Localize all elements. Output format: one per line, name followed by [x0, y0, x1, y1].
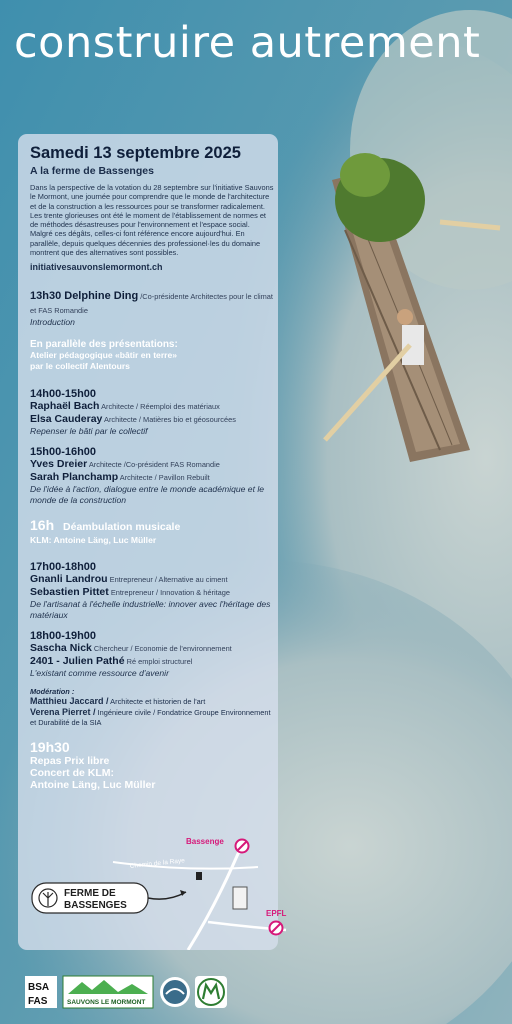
headline: construire autrement [14, 18, 481, 68]
sauvons-le-mormont-logo [63, 976, 153, 1008]
bsa-logo-text: BSA [28, 982, 50, 993]
map-epfl-label: EPFL [266, 909, 287, 918]
slot5-role1: Entrepreneur / Alternative au ciment [107, 575, 228, 585]
slot-1500 [30, 446, 274, 505]
slot3-time: 15h00-16h00 [30, 446, 97, 459]
slot5-time: 17h00-18h00 [30, 561, 97, 574]
slot2-speaker1: Raphaël Bach [30, 399, 100, 412]
slot-1330 [30, 290, 274, 327]
moderator1-role: Architecte et historien de l'art [108, 696, 206, 706]
parallel-line1: Atelier pédagogique «bâtir en terre» [30, 350, 178, 361]
m-logo-icon [195, 976, 227, 1008]
slot3-role1: Architecte /Co-président FAS Romandie [87, 460, 220, 470]
slot2-speaker2: Elsa Cauderay [30, 412, 103, 425]
bsa-fas-logo [25, 976, 57, 1008]
slot5-speaker1: Gnanli Landrou [30, 573, 108, 586]
slot6-role2: Ré emploi structurel [124, 657, 193, 667]
event-date: Samedi 13 septembre 2025 [30, 144, 241, 162]
farm-label-1: FERME DE [64, 888, 116, 899]
parallel-line2: par le collectif Alentours [30, 360, 130, 371]
slot-1800 [30, 630, 274, 679]
moderator2-role: Ingénieure civile / Fondatrice Groupe Environnement et Durabilité de la SIA [30, 707, 271, 728]
slot5-role2: Entrepreneur / Innovation & héritage [108, 588, 230, 598]
evening-line1: Repas Prix libre [30, 755, 110, 768]
location-map [18, 822, 288, 950]
slot3-speaker1: Yves Dreier [30, 458, 88, 471]
map-road-label: Chemin de la Raye [129, 857, 186, 870]
intro-text: Dans la perspective de la votation du 28 septembre sur l'initiative Sauvons le Mormont, une journée pour comprendre que le monde de l'architecture et de la construction a les ressources pour se transformer radicalement. Les trente glorieuses ont été le moment de l'établissement de normes et de méthodes désastreuses pour l'environnement et l'espace social. Malgré ces dégâts, celles-ci font référence encore aujourd'hui. En parallèle, depuis quelques décennies des professionel·les du domaine montrent que des alternatives sont possibles. [30, 183, 274, 257]
event-venue: A la ferme de Bassenges [30, 165, 154, 177]
slot-1600 [30, 517, 274, 545]
slot6-topic: L'existant comme ressource d'avenir [30, 668, 169, 679]
slot6-time: 18h00-19h00 [30, 629, 97, 642]
moderator1-name: Matthieu Jaccard / [30, 695, 109, 706]
slot6-speaker2: 2401 - Julien Pathé [30, 655, 125, 668]
slot1-topic: Introduction [30, 316, 75, 327]
evening-line2: Concert de KLM: [30, 767, 114, 780]
slot2-time: 14h00-15h00 [30, 387, 97, 400]
slot3-speaker2: Sarah Planchamp [30, 471, 119, 484]
slot5-speaker2: Sebastien Pittet [30, 586, 109, 599]
slot2-role2: Architecte / Matières bio et géosourcées [102, 414, 236, 424]
moderation-block [30, 687, 274, 728]
slot1-role: /Co-présidente Architectes pour le climat et FAS Romandie [30, 292, 273, 315]
slot2-role1: Architecte / Réemploi des matériaux [99, 401, 220, 411]
slot4-time: 16h [30, 517, 55, 534]
slot-1400 [30, 388, 274, 437]
slot-1700 [30, 561, 274, 620]
moderation-title: Modération : [30, 686, 75, 696]
fas-logo-text: FAS [28, 996, 48, 1007]
website-link[interactable]: initiativesauvonslemormont.ch [30, 262, 163, 272]
slot-1930 [30, 739, 274, 791]
partner-logos [20, 972, 320, 1012]
bird-logo-icon [160, 977, 190, 1007]
bassenge-pin-icon [236, 840, 249, 853]
parallel-block [30, 339, 274, 371]
slot5-topic: De l'artisanat à l'échelle industrielle: innover avec l'héritage des matériaux [30, 599, 271, 620]
slot4-line: KLM: Antoine Läng, Luc Müller [30, 535, 157, 546]
slot6-role1: Chercheur / Economie de l'environnement [91, 643, 232, 653]
slot3-topic: De l'idée à l'action, dialogue entre le monde académique et le monde de la construction [30, 484, 265, 505]
evening-time: 19h30 [30, 739, 70, 756]
epfl-pin-icon [270, 922, 283, 935]
parallel-title: En parallèle des présentations: [30, 339, 178, 351]
evening-line3: Antoine Läng, Luc Müller [30, 779, 156, 792]
slot4-title: Déambulation musicale [63, 521, 181, 534]
slot6-speaker1: Sascha Nick [30, 641, 92, 654]
slot3-role2: Architecte / Pavillon Rebuilt [118, 473, 210, 483]
moderator2-name: Verena Pierret / [30, 706, 96, 717]
farm-label-2: BASSENGES [64, 900, 127, 911]
farm-badge [32, 883, 148, 913]
map-bassenge-label: Bassenge [186, 837, 224, 846]
slot1-time-speaker: 13h30 Delphine Ding [30, 290, 139, 302]
slot2-topic: Repenser le bâti par le collectif [30, 425, 148, 436]
mormont-logo-text: SAUVONS LE MORMONT [67, 999, 146, 1006]
